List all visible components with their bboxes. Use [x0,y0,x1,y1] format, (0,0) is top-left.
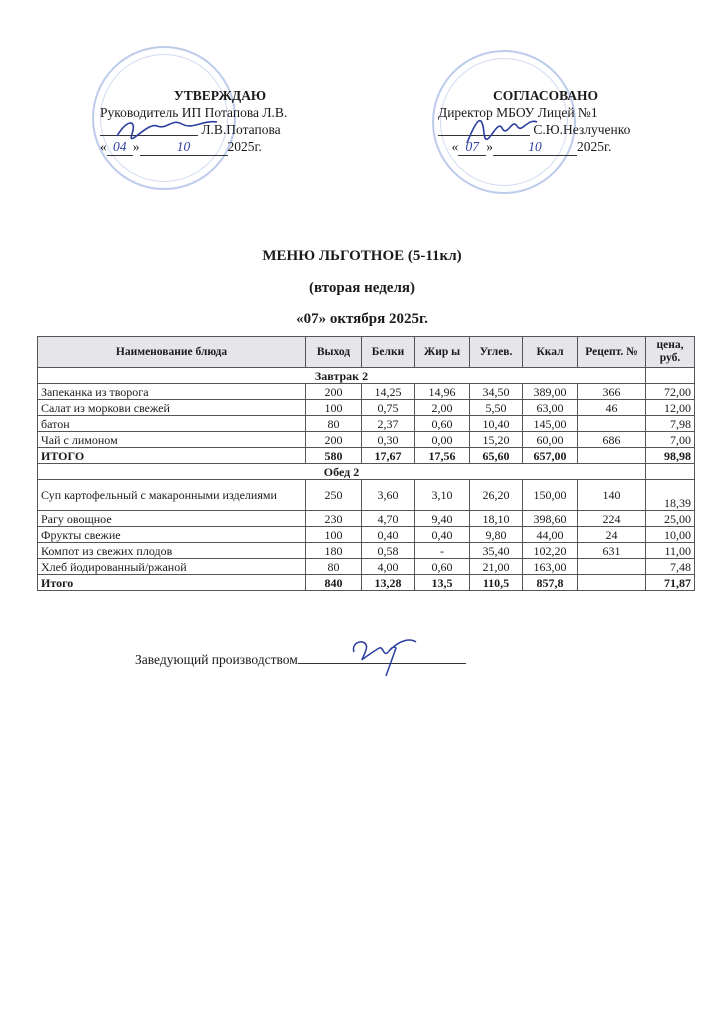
yield-cell: 80 [306,559,362,575]
price-cell: 12,00 [646,400,695,416]
col-header-yield: Выход [306,337,362,368]
kcal-cell: 60,00 [523,432,578,448]
recipe-cell: 366 [578,384,646,400]
recipe-cell: 686 [578,432,646,448]
yield-cell: 200 [306,432,362,448]
table-row [38,543,695,559]
agree-day: 07 [458,138,486,156]
recipe-cell: 631 [578,543,646,559]
table-row [38,527,695,543]
document-subtitle: (вторая неделя) [309,280,415,296]
fat-cell: 14,96 [415,384,470,400]
fat-cell: 0,00 [415,432,470,448]
kcal-cell: 398,60 [523,511,578,527]
total-row-breakfast [38,448,695,464]
kcal-cell: 657,00 [523,448,578,464]
table-row [38,384,695,400]
dish-name: батон [38,416,306,432]
fat-cell: 17,56 [415,448,470,464]
document-title: МЕНЮ ЛЬГОТНОЕ (5-11кл) [262,248,462,264]
yield-cell: 80 [306,416,362,432]
protein-cell: 17,67 [362,448,415,464]
dish-name: Запеканка из творога [38,384,306,400]
protein-cell: 13,28 [362,575,415,591]
col-header-carbs: Углев. [470,337,523,368]
kcal-cell: 145,00 [523,416,578,432]
carbs-cell: 110,5 [470,575,523,591]
production-manager-label: Заведующий производством [135,652,298,667]
col-header-fat: Жир ы [415,337,470,368]
table-row [38,511,695,527]
dish-name: Суп картофельный с макаронными изделиями [38,480,306,511]
yield-cell: 100 [306,400,362,416]
fat-cell: 9,40 [415,511,470,527]
carbs-cell: 10,40 [470,416,523,432]
dish-name: Компот из свежих плодов [38,543,306,559]
total-row-lunch [38,575,695,591]
carbs-cell: 18,10 [470,511,523,527]
signature-manager-icon [340,632,420,682]
kcal-cell: 63,00 [523,400,578,416]
carbs-cell: 26,20 [470,480,523,511]
fat-cell: 2,00 [415,400,470,416]
col-header-dish: Наименование блюда [38,337,306,368]
dish-name: Чай с лимоном [38,432,306,448]
dish-name: Рагу овощное [38,511,306,527]
total-label: Итого [38,575,306,591]
agree-month: 10 [493,138,577,156]
yield-cell: 200 [306,384,362,400]
kcal-cell: 389,00 [523,384,578,400]
carbs-cell: 65,60 [470,448,523,464]
approval-block-right: СОГЛАСОВАНО Директор МБОУ Лицей №1 С.Ю.Незлученко « 07 » 10 2025г. [438,87,653,156]
price-cell: 7,00 [646,432,695,448]
approver-name: Л.В.Потапова [201,122,281,137]
table-row [38,559,695,575]
protein-cell: 0,75 [362,400,415,416]
table-header-row [38,337,695,368]
carbs-cell: 21,00 [470,559,523,575]
section-row-lunch [38,464,695,480]
price-cell: 7,48 [646,559,695,575]
signature-right-icon [462,108,542,148]
agreer-name: С.Ю.Незлученко [533,122,631,137]
carbs-cell: 9,80 [470,527,523,543]
fat-cell: 3,10 [415,480,470,511]
yield-cell: 180 [306,543,362,559]
recipe-cell: 46 [578,400,646,416]
agreer-position: Директор МБОУ Лицей №1 [438,105,598,120]
fat-cell: - [415,543,470,559]
protein-cell: 0,40 [362,527,415,543]
section-row-breakfast [38,368,695,384]
section-title: Обед 2 [38,464,646,480]
approve-month: 10 [140,138,228,156]
table-row [38,480,695,511]
fat-cell: 0,40 [415,527,470,543]
menu-table [37,336,695,591]
approval-block-left: УТВЕРЖДАЮ Руководитель ИП Потапова Л.В. Л.В.Потапова « 04 » 10 2025г. [100,87,340,156]
price-cell: 10,00 [646,527,695,543]
document-date: «07» октября 2025г. [296,311,428,327]
col-header-kcal: Ккал [523,337,578,368]
price-cell: 11,00 [646,543,695,559]
price-cell: 18,39 [646,480,695,511]
yield-cell: 230 [306,511,362,527]
dish-name: Салат из моркови свежей [38,400,306,416]
carbs-cell: 34,50 [470,384,523,400]
recipe-cell [578,559,646,575]
price-cell: 71,87 [646,575,695,591]
carbs-cell: 15,20 [470,432,523,448]
col-header-recipe: Рецепт. № [578,337,646,368]
dish-name: Фрукты свежие [38,527,306,543]
kcal-cell: 163,00 [523,559,578,575]
total-label: ИТОГО [38,448,306,464]
kcal-cell: 44,00 [523,527,578,543]
yield-cell: 840 [306,575,362,591]
kcal-cell: 102,20 [523,543,578,559]
protein-cell: 2,37 [362,416,415,432]
recipe-cell [578,575,646,591]
protein-cell: 3,60 [362,480,415,511]
carbs-cell: 5,50 [470,400,523,416]
approve-year: 2025г. [227,139,262,154]
yield-cell: 580 [306,448,362,464]
protein-cell: 4,70 [362,511,415,527]
signature-left-icon [112,114,222,144]
price-cell: 72,00 [646,384,695,400]
protein-cell: 0,58 [362,543,415,559]
section-title: Завтрак 2 [38,368,646,384]
price-cell: 25,00 [646,511,695,527]
price-cell: 98,98 [646,448,695,464]
kcal-cell: 150,00 [523,480,578,511]
protein-cell: 14,25 [362,384,415,400]
table-row [38,432,695,448]
fat-cell: 13,5 [415,575,470,591]
carbs-cell: 35,40 [470,543,523,559]
approve-title: УТВЕРЖДАЮ [173,88,267,103]
approver-position: Руководитель ИП Потапова Л.В. [100,105,288,120]
approve-day: 04 [107,138,133,156]
agree-title: СОГЛАСОВАНО [492,88,599,103]
col-header-price: цена, руб. [646,337,695,368]
protein-cell: 4,00 [362,559,415,575]
fat-cell: 0,60 [415,416,470,432]
protein-cell: 0,30 [362,432,415,448]
recipe-cell: 140 [578,480,646,511]
table-row [38,416,695,432]
recipe-cell: 24 [578,527,646,543]
yield-cell: 250 [306,480,362,511]
recipe-cell [578,416,646,432]
fat-cell: 0,60 [415,559,470,575]
price-cell: 7,98 [646,416,695,432]
dish-name: Хлеб йодированный/ржаной [38,559,306,575]
yield-cell: 100 [306,527,362,543]
table-row [38,400,695,416]
agree-year: 2025г. [577,139,612,154]
kcal-cell: 857,8 [523,575,578,591]
recipe-cell [578,448,646,464]
recipe-cell: 224 [578,511,646,527]
col-header-protein: Белки [362,337,415,368]
